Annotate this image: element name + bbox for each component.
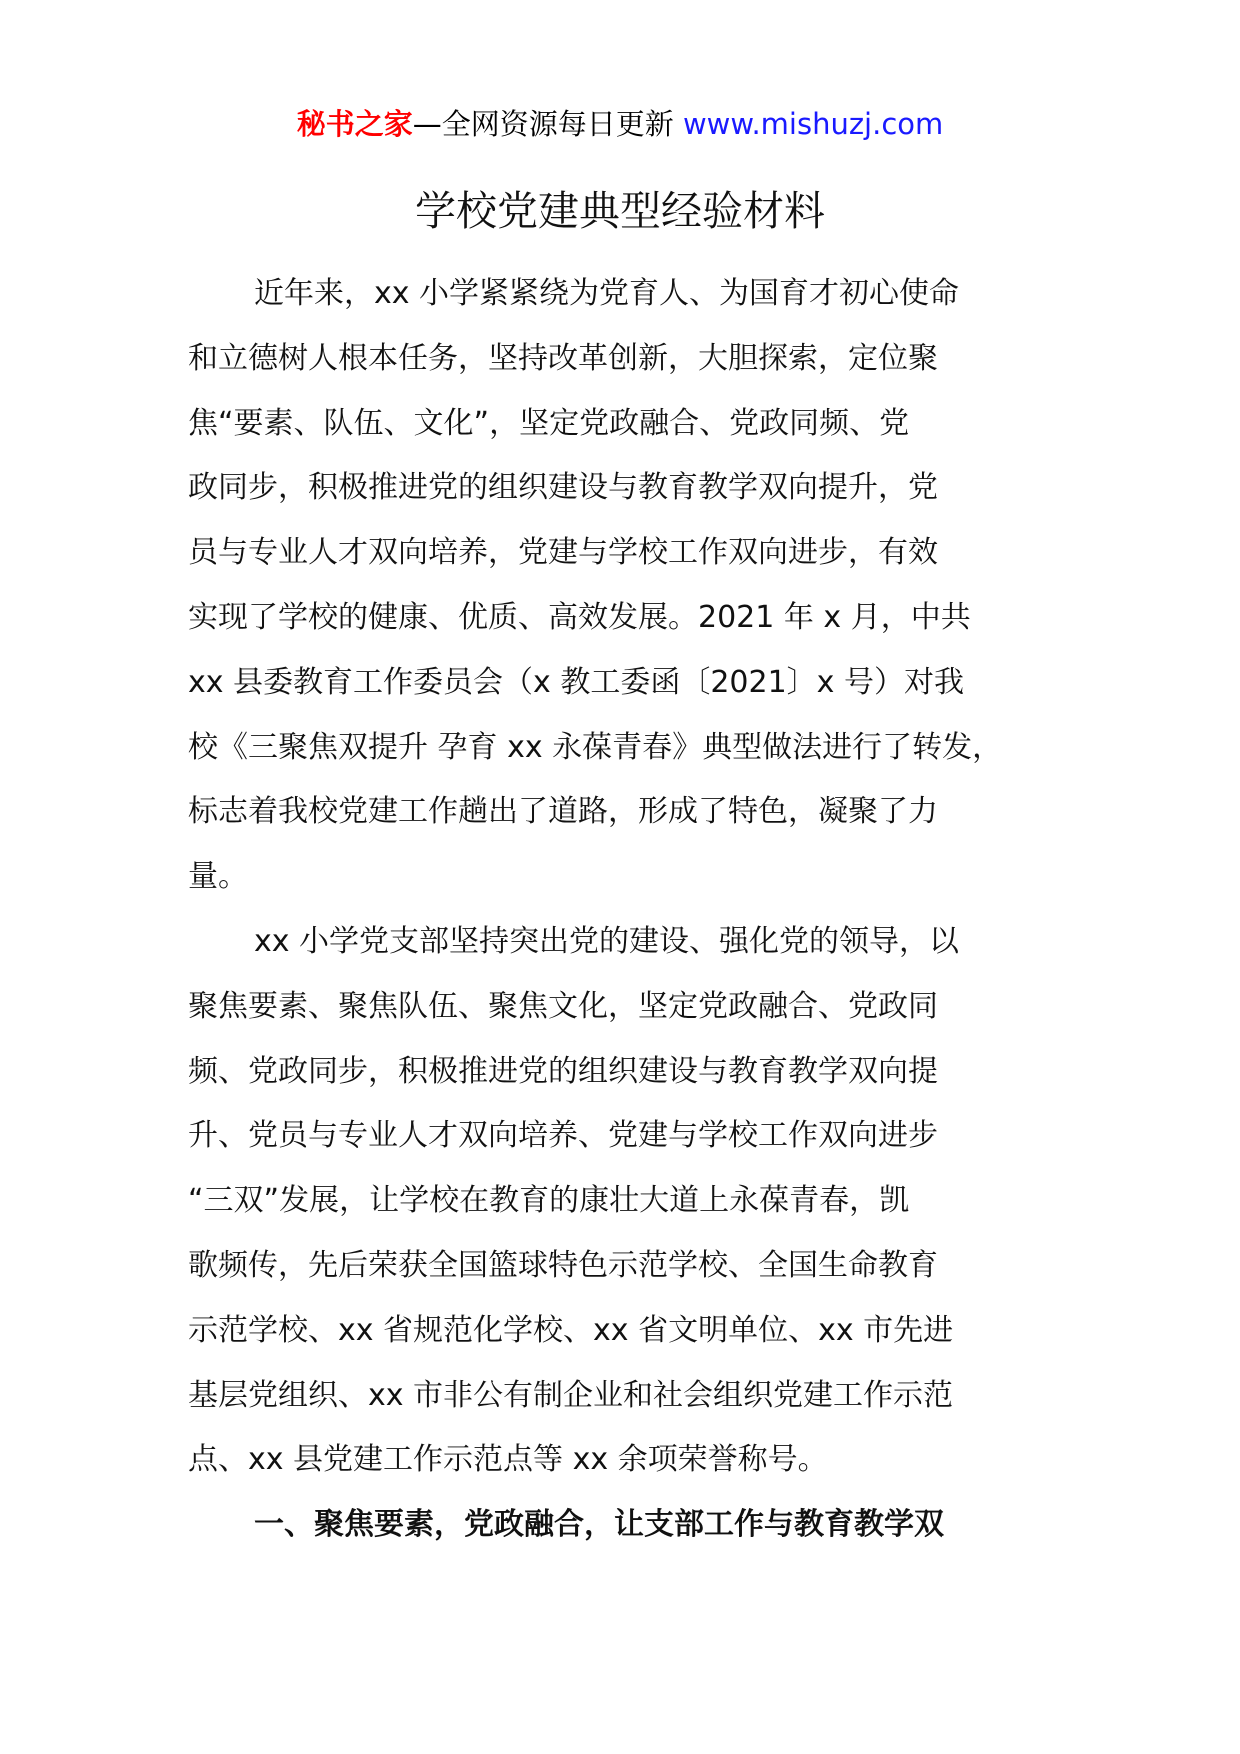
- paragraph-2-line-1: xx 小学党支部坚持突出党的建设、强化党的领导，以: [254, 923, 960, 959]
- paragraph-1-line-4: 政同步，积极推进党的组织建设与教育教学双向提升，党: [188, 470, 938, 506]
- brand-name: 秘书之家: [296, 107, 413, 141]
- paragraph-1-line-5: 员与专业人才双向培养，党建与学校工作双向进步，有效: [188, 535, 938, 571]
- paragraph-1-line-7: xx 县委教育工作委员会（x 教工委函〔2021〕x 号）对我: [188, 664, 964, 700]
- site-url-link[interactable]: www.mishuzj.com: [682, 107, 944, 141]
- paragraph-1-line-1: 近年来，xx 小学紧紧绕为党育人、为国育才初心使命: [254, 276, 960, 311]
- paragraph-1-line-8: 校《三聚焦双提升 孕育 xx 永葆青春》典型做法进行了转发，: [188, 729, 1003, 765]
- paragraph-2-line-8: 基层党组织、xx 市非公有制企业和社会组织党建工作示范: [188, 1377, 954, 1413]
- site-header: [0, 104, 1240, 144]
- paragraph-2-line-9: 点、xx 县党建工作示范点等 xx 余项荣誉称号。: [188, 1442, 828, 1478]
- paragraph-1-line-9: 标志着我校党建工作趟出了道路，形成了特色，凝聚了力: [188, 794, 938, 830]
- paragraph-2-line-2: 聚焦要素、聚焦队伍、聚焦文化，坚定党政融合、党政同: [188, 988, 938, 1024]
- paragraph-2-line-6: 歌频传，先后荣获全国篮球特色示范学校、全国生命教育: [188, 1247, 938, 1283]
- paragraph-2-line-5: “三双”发展，让学校在教育的康壮大道上永葆青春，凯: [188, 1183, 910, 1219]
- header-slogan: —全网资源每日更新: [412, 107, 674, 141]
- paragraph-1-line-3: 焦“要素、队伍、文化”，坚定党政融合、党政同频、党: [188, 405, 910, 441]
- paragraph-1-line-6: 实现了学校的健康、优质、高效发展。2021 年 x 月，中共: [188, 599, 971, 635]
- paragraph-2-line-7: 示范学校、xx 省规范化学校、xx 省文明单位、xx 市先进: [188, 1312, 954, 1348]
- paragraph-1-line-10: 量。: [188, 859, 248, 895]
- paragraph-1-line-2: 和立德树人根本任务，坚持改革创新，大胆探索，定位聚: [188, 340, 938, 376]
- paragraph-2-line-3: 频、党政同步，积极推进党的组织建设与教育教学双向提: [188, 1053, 938, 1089]
- document-title: 学校党建典型经验材料: [415, 187, 825, 235]
- section-heading-1: 一、聚焦要素，党政融合，让支部工作与教育教学双: [254, 1507, 944, 1543]
- document-body: [188, 262, 1088, 1558]
- paragraph-2-line-4: 升、党员与专业人才双向培养、党建与学校工作双向进步: [188, 1118, 938, 1154]
